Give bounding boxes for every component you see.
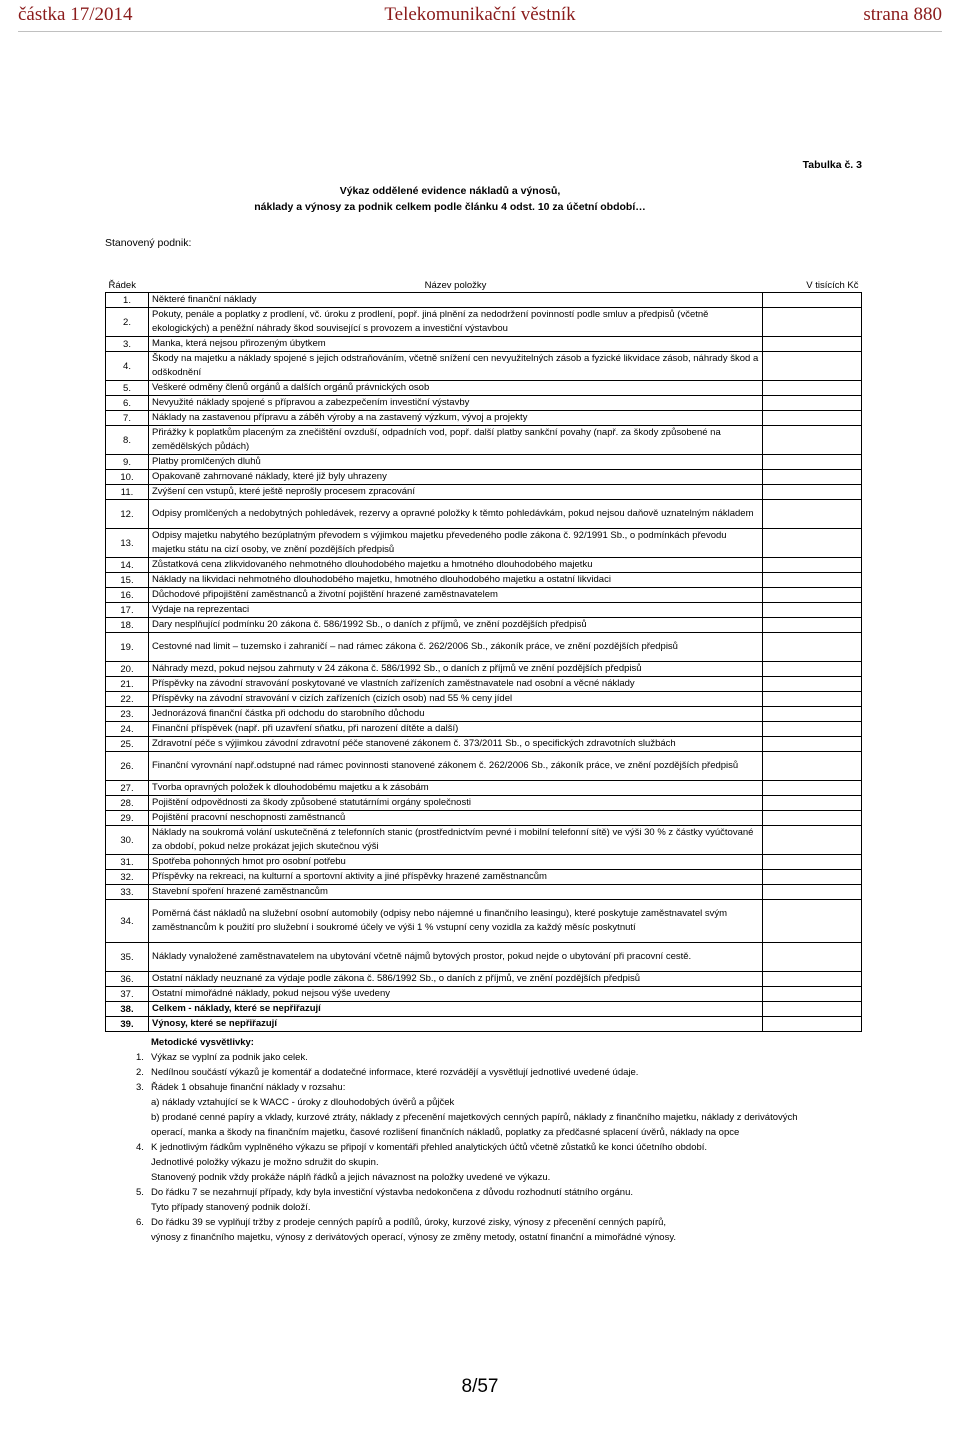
table-row — [106, 677, 862, 692]
row-number: 15. — [106, 573, 149, 588]
row-number: 34. — [106, 900, 149, 943]
amount-cell[interactable] — [763, 885, 862, 900]
table-row — [106, 396, 862, 411]
row-description: Veškeré odměny členů orgánů a dalších orgánů právnických osob — [149, 381, 763, 396]
table-row — [106, 885, 862, 900]
row-number: 25. — [106, 737, 149, 752]
row-description: Celkem - náklady, které se nepřiřazují — [149, 1002, 763, 1017]
amount-cell[interactable] — [763, 855, 862, 870]
table-row — [106, 618, 862, 633]
note-3b: b) prodané cenné papíry a vklady, kurzové ztráty, náklady z přecenění majetkových cenných papírů, náklady z finančního majetku, náklady z derivátových operací, manka a škody na finančním majetku, časové rozlišení finančních nákladů, poplatky za předčasné splacení úvěrů, náklady na opce — [151, 1112, 798, 1138]
row-number: 11. — [106, 485, 149, 500]
note-item — [120, 1215, 810, 1230]
amount-cell[interactable] — [763, 737, 862, 752]
amount-cell[interactable] — [763, 972, 862, 987]
amount-cell[interactable] — [763, 618, 862, 633]
column-header-item-name: Název položky — [149, 278, 763, 293]
amount-cell[interactable] — [763, 573, 862, 588]
row-number: 20. — [106, 662, 149, 677]
row-number: 12. — [106, 500, 149, 529]
table-row — [106, 722, 862, 737]
amount-cell[interactable] — [763, 677, 862, 692]
row-description: Opakovaně zahrnované náklady, které již byly uhrazeny — [149, 470, 763, 485]
row-description: Ostatní mimořádné náklady, pokud nejsou výše uvedeny — [149, 987, 763, 1002]
row-number: 37. — [106, 987, 149, 1002]
row-description: Nevyužité náklady spojené s přípravou a zabezpečením investiční výstavby — [149, 396, 763, 411]
note-text: Stanovený podnik vždy prokáže náplň řádků a jejich návaznost na položky uvedené ve výkazu. — [151, 1172, 551, 1183]
table-row — [106, 752, 862, 781]
row-number: 17. — [106, 603, 149, 618]
row-number: 27. — [106, 781, 149, 796]
table-row — [106, 987, 862, 1002]
note-item — [120, 1185, 810, 1200]
amount-cell[interactable] — [763, 308, 862, 337]
row-number: 36. — [106, 972, 149, 987]
amount-cell[interactable] — [763, 426, 862, 455]
journal-title: Telekomunikační věstník — [384, 4, 576, 25]
table-row — [106, 573, 862, 588]
row-number: 19. — [106, 633, 149, 662]
table-row — [106, 707, 862, 722]
row-description: Spotřeba pohonných hmot pro osobní potřebu — [149, 855, 763, 870]
note-3a: a) náklady vztahující se k WACC - úroky z dlouhodobých úvěrů a půjček — [151, 1097, 455, 1108]
row-description: Tvorba opravných položek k dlouhodobému majetku a k zásobám — [149, 781, 763, 796]
page-header — [0, 0, 960, 32]
amount-cell[interactable] — [763, 396, 862, 411]
row-description: Stavební spoření hrazené zaměstnancům — [149, 885, 763, 900]
amount-cell[interactable] — [763, 588, 862, 603]
row-description: Manka, která nejsou přirozeným úbytkem — [149, 337, 763, 352]
row-number: 31. — [106, 855, 149, 870]
note-text: K jednotlivým řádkům vyplněného výkazu se připojí v komentáři přehled analytických účtů včetně zůstatků ke konci účetního období. — [151, 1142, 708, 1153]
row-number: 24. — [106, 722, 149, 737]
table-row — [106, 826, 862, 855]
row-description: Platby promlčených dluhů — [149, 455, 763, 470]
row-number: 13. — [106, 529, 149, 558]
note-item — [120, 1065, 810, 1080]
row-number: 16. — [106, 588, 149, 603]
row-description: Cestovné nad limit – tuzemsko i zahraničí – nad rámec zákona č. 262/2006 Sb., zákoník práce, ve znění pozdějších předpisů — [149, 633, 763, 662]
row-number: 21. — [106, 677, 149, 692]
row-number: 14. — [106, 558, 149, 573]
amount-cell[interactable] — [763, 781, 862, 796]
note-number: 2. — [136, 1067, 144, 1078]
note-number: 1. — [136, 1052, 144, 1063]
amount-cell[interactable] — [763, 603, 862, 618]
table-row — [106, 426, 862, 455]
row-description: Finanční příspěvek (např. při uzavření sňatku, při narození dítěte a další) — [149, 722, 763, 737]
header-divider — [18, 31, 942, 32]
table-row — [106, 781, 862, 796]
table-label: Tabulka č. 3 — [802, 159, 862, 171]
table-row — [106, 1002, 862, 1017]
table-row — [106, 308, 862, 337]
table-row — [106, 529, 862, 558]
row-number: 3. — [106, 337, 149, 352]
row-number: 38. — [106, 1002, 149, 1017]
table-row — [106, 855, 862, 870]
row-number: 39. — [106, 1017, 149, 1032]
row-description: Přirážky k poplatkům placeným za znečištění ovzduší, odpadních vod, popř. další platby sankční povahy (např. za škody způsobené na zemědělských půdách) — [149, 426, 763, 455]
issue-number: částka 17/2014 — [18, 4, 133, 25]
row-number: 5. — [106, 381, 149, 396]
row-description: Příspěvky na závodní stravování v cizích zařízeních (cizích osob) nad 55 % ceny jídel — [149, 692, 763, 707]
note-text: výnosy z finančního majetku, výnosy z derivátových operací, výnosy ze změny metody, ostatní finanční a mimořádné výnosy. — [151, 1232, 677, 1243]
amount-cell[interactable] — [763, 500, 862, 529]
note-text: Do řádku 7 se nezahrnují případy, kdy byla investiční výstavba nedokončena z důvodu rozhodnutí státního orgánu. — [151, 1187, 633, 1198]
row-number: 28. — [106, 796, 149, 811]
note-text: Jednotlivé položky výkazu je možno sdružit do skupin. — [151, 1157, 379, 1168]
amount-cell[interactable] — [763, 337, 862, 352]
document-title — [190, 183, 710, 215]
row-description: Finanční vyrovnání např.odstupné nad rámec povinnosti stanovené zákonem č. 262/2006 Sb., zákoník práce, ve znění pozdějších předpisů — [149, 752, 763, 781]
column-header-row-number: Řádek — [106, 278, 149, 293]
row-number: 35. — [106, 943, 149, 972]
table-row — [106, 737, 862, 752]
amount-cell[interactable] — [763, 900, 862, 943]
amount-cell[interactable] — [763, 293, 862, 308]
amount-cell[interactable] — [763, 558, 862, 573]
table-row — [106, 500, 862, 529]
row-description: Náhrady mezd, pokud nejsou zahrnuty v 24 zákona č. 586/1992 Sb., o daních z příjmů ve znění pozdějších předpisů — [149, 662, 763, 677]
amount-cell[interactable] — [763, 411, 862, 426]
amount-cell[interactable] — [763, 692, 862, 707]
amount-cell[interactable] — [763, 870, 862, 885]
row-number: 29. — [106, 811, 149, 826]
row-number: 26. — [106, 752, 149, 781]
amount-cell[interactable] — [763, 943, 862, 972]
note-text: Řádek 1 obsahuje finanční náklady v rozsahu: — [151, 1082, 346, 1093]
table-row — [106, 692, 862, 707]
row-description: Odpisy majetku nabytého bezúplatným převodem s výjimkou majetku převedeného podle zákona č. 92/1991 Sb., o podmínkách převodu majetku státu na cizí osoby, ve znění pozdějších předpisů — [149, 529, 763, 558]
column-header-amount: V tisících Kč — [763, 278, 862, 293]
row-number: 22. — [106, 692, 149, 707]
table-row — [106, 352, 862, 381]
amount-cell[interactable] — [763, 529, 862, 558]
notes-title: Metodické vysvětlivky: — [151, 1037, 254, 1048]
amount-cell[interactable] — [763, 1002, 862, 1017]
row-description: Jednorázová finanční částka při odchodu do starobního důchodu — [149, 707, 763, 722]
table-row — [106, 811, 862, 826]
table-row — [106, 603, 862, 618]
company-label: Stanovený podnik: — [105, 237, 192, 249]
amount-cell[interactable] — [763, 722, 862, 737]
row-number: 4. — [106, 352, 149, 381]
amount-cell[interactable] — [763, 470, 862, 485]
table-row — [106, 588, 862, 603]
note-number: 6. — [136, 1217, 144, 1228]
cost-table — [105, 278, 862, 1032]
row-description: Škody na majetku a náklady spojené s jejich odstraňováním, včetně snížení cen nevyužitelných zásob a fyzické likvidace zásob, náhrady škod a odškodnění — [149, 352, 763, 381]
row-description: Příspěvky na závodní stravování poskytované ve vlastních zařízeních zaměstnavatele nad osobní a věcné náklady — [149, 677, 763, 692]
row-number: 30. — [106, 826, 149, 855]
amount-cell[interactable] — [763, 987, 862, 1002]
row-number: 18. — [106, 618, 149, 633]
row-description: Dary nesplňující podmínku 20 zákona č. 586/1992 Sb., o daních z příjmů, ve znění pozdějších předpisů — [149, 618, 763, 633]
notes-list — [120, 1050, 810, 1095]
table-row — [106, 900, 862, 943]
amount-cell[interactable] — [763, 381, 862, 396]
page-number: 8/57 — [461, 1376, 499, 1397]
amount-cell[interactable] — [763, 352, 862, 381]
row-description: Ostatní náklady neuznané za výdaje podle zákona č. 586/1992 Sb., o daních z příjmů, ve znění pozdějších předpisů — [149, 972, 763, 987]
note-text: Tyto případy stanovený podnik doloží. — [151, 1202, 311, 1213]
note-text: Výkaz se vyplní za podnik jako celek. — [151, 1052, 308, 1063]
amount-cell[interactable] — [763, 811, 862, 826]
table-row — [106, 972, 862, 987]
note-number: 4. — [136, 1142, 144, 1153]
amount-cell[interactable] — [763, 1017, 862, 1032]
page-label: strana 880 — [863, 4, 942, 25]
row-description: Náklady na likvidaci nehmotného dlouhodobého majetku, hmotného dlouhodobého majetku a ostatní likvidaci — [149, 573, 763, 588]
title-line-1: Výkaz oddělené evidence nákladů a výnosů, — [339, 185, 561, 197]
table-row — [106, 470, 862, 485]
table-row — [106, 411, 862, 426]
amount-cell[interactable] — [763, 796, 862, 811]
table-row — [106, 381, 862, 396]
row-description: Výnosy, které se nepřiřazují — [149, 1017, 763, 1032]
row-description: Zůstatková cena zlikvidovaného nehmotného dlouhodobého majetku a hmotného dlouhodobého majetku — [149, 558, 763, 573]
row-description: Důchodové připojištění zaměstnanců a životní pojištění hrazené zaměstnavatelem — [149, 588, 763, 603]
row-description: Příspěvky na rekreaci, na kulturní a sportovní aktivity a jiné příspěvky hrazené zaměstnancům — [149, 870, 763, 885]
row-number: 32. — [106, 870, 149, 885]
note-text: Nedílnou součástí výkazů je komentář a dodatečné informace, které rozvádějí a vysvětlují jednotlivé uvedené údaje. — [151, 1067, 639, 1078]
note-item — [120, 1050, 810, 1065]
row-number: 33. — [106, 885, 149, 900]
row-description: Zvýšení cen vstupů, které ještě neprošly procesem zpracování — [149, 485, 763, 500]
table-row — [106, 633, 862, 662]
row-description: Náklady na soukromá volání uskutečněná z telefonních stanic (prostřednictvím pevné i mobilní telefonní sítě) ve výši 30 % z částky vyúčtované za období, pokud nelze prokázat jejich skutečnou výši — [149, 826, 763, 855]
amount-cell[interactable] — [763, 707, 862, 722]
amount-cell[interactable] — [763, 826, 862, 855]
amount-cell[interactable] — [763, 633, 862, 662]
table-row — [106, 455, 862, 470]
row-number: 2. — [106, 308, 149, 337]
note-item — [120, 1140, 810, 1155]
note-text: Do řádku 39 se vyplňují tržby z prodeje cenných papírů a podílů, úroky, kurzové zisky, výnosy z přecenění cenných papírů, — [151, 1217, 667, 1228]
table-row — [106, 796, 862, 811]
row-number: 10. — [106, 470, 149, 485]
row-number: 1. — [106, 293, 149, 308]
row-number: 6. — [106, 396, 149, 411]
amount-cell[interactable] — [763, 662, 862, 677]
row-description: Pokuty, penále a poplatky z prodlení, vč. úroku z prodlení, popř. jiná plnění za nedodržení povinností podle smluv a předpisů (včetně ekologických) a peněžní náhrady škod související s provozem a investiční výstavbou — [149, 308, 763, 337]
table-header-row — [106, 278, 862, 293]
row-description: Poměrná část nákladů na služební osobní automobily (odpisy nebo nájemné u finančního leasingu), které poskytuje zaměstnavatel svým zaměstnancům k použití pro služební i soukromé účely ve výši 1 % vstupní ceny vozidla za každý měsíc poskytnutí — [149, 900, 763, 943]
table-row — [106, 662, 862, 677]
row-description: Pojištění pracovní neschopnosti zaměstnanců — [149, 811, 763, 826]
methodological-notes — [120, 1035, 810, 1245]
amount-cell[interactable] — [763, 752, 862, 781]
note-number: 5. — [136, 1187, 144, 1198]
row-description: Náklady vynaložené zaměstnavatelem na ubytování včetně nájmů bytových prostor, pokud nejde o ubytování při pracovní cestě. — [149, 943, 763, 972]
note-item — [120, 1080, 810, 1095]
row-description: Výdaje na reprezentaci — [149, 603, 763, 618]
table-row — [106, 1017, 862, 1032]
row-number: 23. — [106, 707, 149, 722]
row-description: Zdravotní péče s výjimkou závodní zdravotní péče stanovené zákonem č. 373/2011 Sb., o specifických zdravotních službách — [149, 737, 763, 752]
title-line-2: náklady a výnosy za podnik celkem podle článku 4 odst. 10 za účetní období… — [254, 201, 646, 213]
row-number: 7. — [106, 411, 149, 426]
row-description: Náklady na zastavenou přípravu a záběh výroby a na zastavený výzkum, vývoj a projekty — [149, 411, 763, 426]
note-number: 3. — [136, 1082, 144, 1093]
table-row — [106, 558, 862, 573]
amount-cell[interactable] — [763, 485, 862, 500]
row-number: 9. — [106, 455, 149, 470]
table-row — [106, 870, 862, 885]
row-description: Některé finanční náklady — [149, 293, 763, 308]
row-description: Pojištění odpovědnosti za škody způsobené statutárními orgány společnosti — [149, 796, 763, 811]
row-number: 8. — [106, 426, 149, 455]
table-row — [106, 943, 862, 972]
table-row — [106, 293, 862, 308]
row-description: Odpisy promlčených a nedobytných pohledávek, rezervy a opravné položky k těmto pohledávkám, pokud nejsou daňově uznatelným nákladem — [149, 500, 763, 529]
amount-cell[interactable] — [763, 455, 862, 470]
table-row — [106, 485, 862, 500]
table-row — [106, 337, 862, 352]
